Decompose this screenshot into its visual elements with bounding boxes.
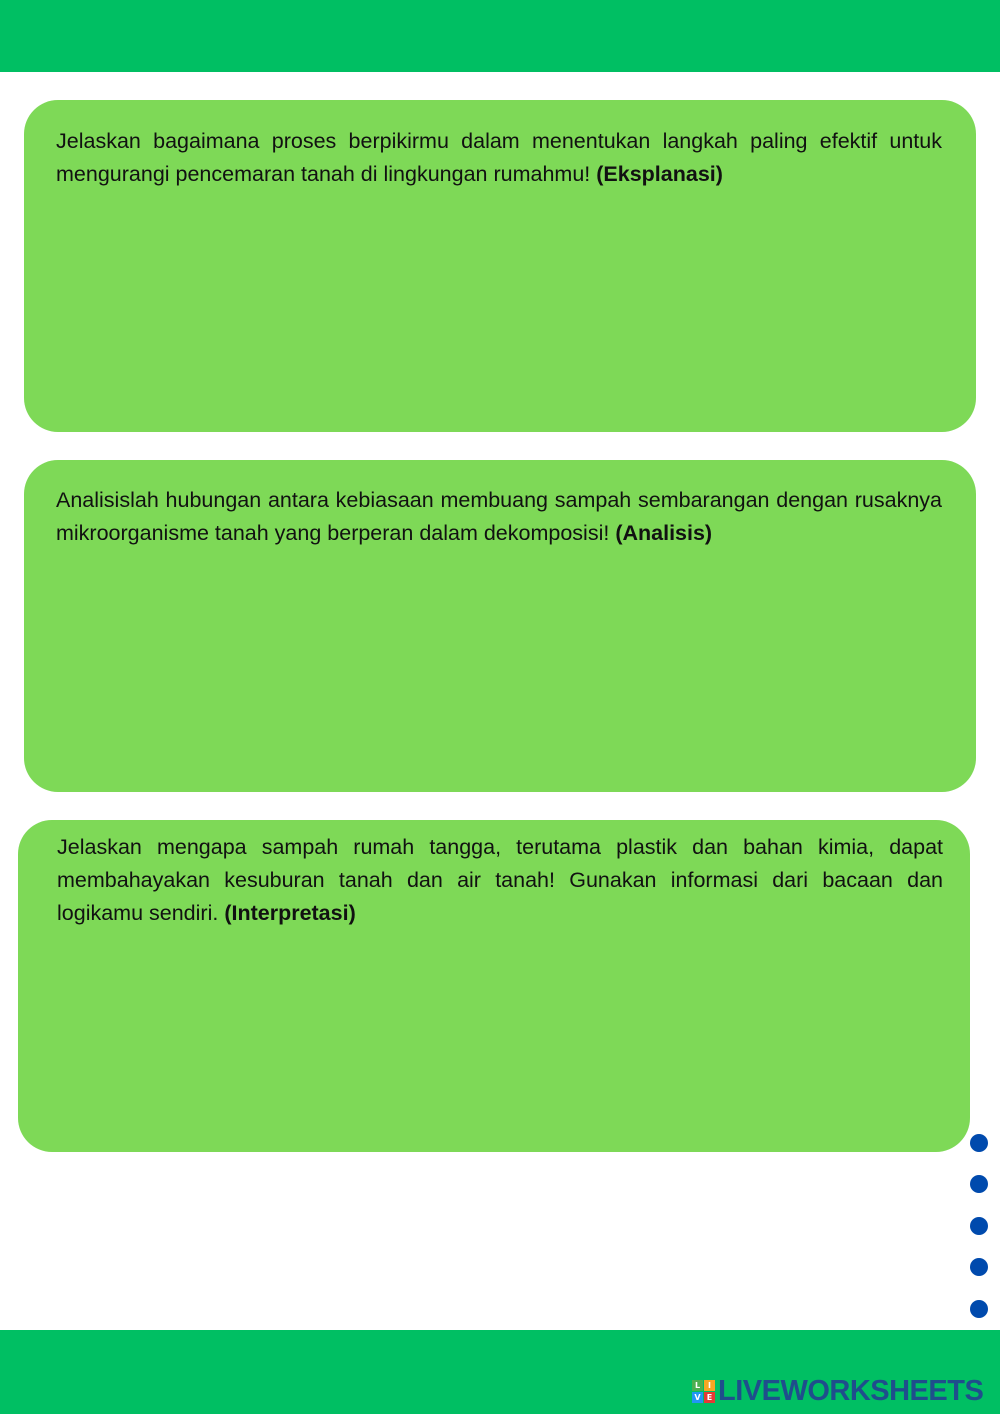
decorative-dot	[970, 1175, 988, 1193]
question-card-1[interactable]	[24, 100, 976, 432]
question-text-1: Jelaskan bagaimana proses berpikirmu dalam menentukan langkah paling efektif untuk mengurangi pencemaran tanah di lingkungan rumahmu! (Eksplanasi)	[56, 129, 942, 186]
liveworksheets-logo-icon: L I V E	[692, 1380, 715, 1403]
decorative-dot	[970, 1258, 988, 1276]
decorative-dot	[970, 1217, 988, 1235]
decorative-dot	[970, 1300, 988, 1318]
brand-name: LIVEWORKSHEETS	[718, 1374, 984, 1407]
question-text-3: Jelaskan mengapa sampah rumah tangga, terutama plastik dan bahan kimia, dapat membahayakan kesuburan tanah dan air tanah! Gunakan informasi dari bacaan dan logikamu sendiri. (Interpretasi)	[57, 835, 943, 925]
question-card-2[interactable]	[24, 460, 976, 792]
decorative-dot	[970, 1134, 988, 1152]
question-card-3[interactable]	[18, 820, 970, 1152]
question-tag-3: (Interpretasi)	[224, 901, 356, 925]
question-text-2: Analisislah hubungan antara kebiasaan membuang sampah sembarangan dengan rusaknya mikroorganisme tanah yang berperan dalam dekomposisi! (Analisis)	[56, 488, 942, 545]
liveworksheets-brand[interactable]	[692, 1376, 983, 1406]
header-band	[0, 0, 1000, 72]
question-tag-2: (Analisis)	[615, 521, 713, 545]
question-tag-1: (Eksplanasi)	[596, 162, 723, 186]
